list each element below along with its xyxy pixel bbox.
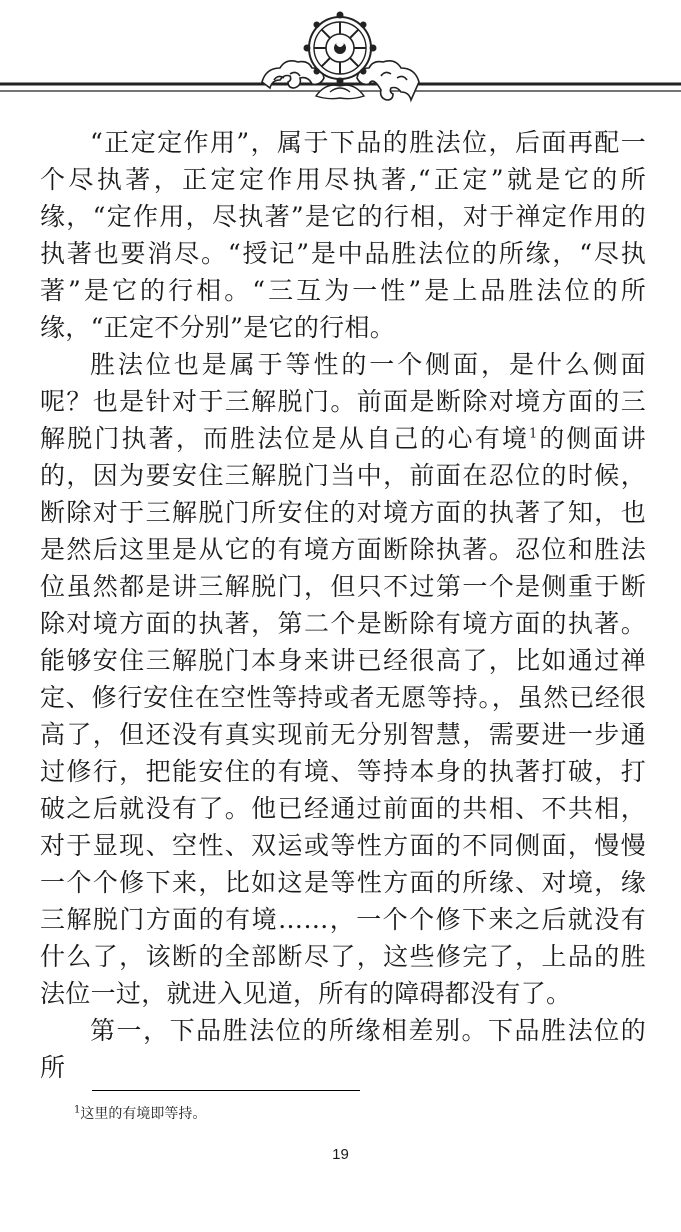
footnote-text: 这里的有境即等持。 (80, 1106, 207, 1122)
lotus-base (316, 85, 364, 99)
footnote-reference[interactable]: 1 (529, 426, 538, 442)
dharma-wheel-icon (304, 12, 377, 85)
footnote-separator (92, 1090, 360, 1091)
paragraph-2-text-b: 的侧面讲的，因为要安住三解脱门当中，前面在忍位的时候，断除对于三解脱门所安住的对境方面的执著了知，也是然后这里是从它的有境方面断除执著。忍位和胜法位虽然都是讲三解脱门，但只不过第一个是侧重于断除对境方面的执著，第二个是断除有境方面的执著。能够安住三解脱门本身来讲已经很高了，比如通过禅定、修行安住在空性等持或者无愿等持。，虽然已经很高了，但还没有真实现前无分别智慧，需要进一步通过修行，把能安住的有境、等持本身的执著打破，打破之后就没有了。他已经通过前面的共相、不共相，对于显现、空性、双运或等性方面的不同侧面，慢慢一个个修下来，比如这是等性方面的所缘、对境，缘三解脱门方面的有境……，一个个修下来之后就没有什么了，该断的全部断尽了，这些修完了，上品的胜法位一过，就进入见道，所有的障碍都没有了。 (40, 424, 647, 1008)
right-cloud-ornament (357, 61, 419, 100)
page-number: 19 (332, 1146, 349, 1163)
footnote (74, 1104, 206, 1124)
paragraph-2 (40, 346, 646, 1012)
body-text (40, 124, 646, 1086)
paragraph-3: 第一，下品胜法位的所缘相差别。下品胜法位的所 (40, 1016, 646, 1082)
paragraph-1: “正定定作用”，属于下品的胜法位，后面再配一个尽执著，正定定作用尽执著,“正定”就是它的所缘，“定作用，尽执著”是它的行相，对于禅定作用的执著也要消尽。“授记”是中品胜法位的所缘，“尽执著”是它的行相。“三互为一性”是上品胜法位的所缘，“正定不分别”是它的行相。 (40, 128, 646, 342)
header-ornament (0, 0, 681, 110)
paragraph-2-text-a: 胜法位也是属于等性的一个侧面，是什么侧面呢？也是针对于三解脱门。前面是断除对境方面的三解脱门执著，而胜法位是从自己的心有境 (40, 350, 646, 453)
footnote-number: 1 (74, 1104, 81, 1116)
